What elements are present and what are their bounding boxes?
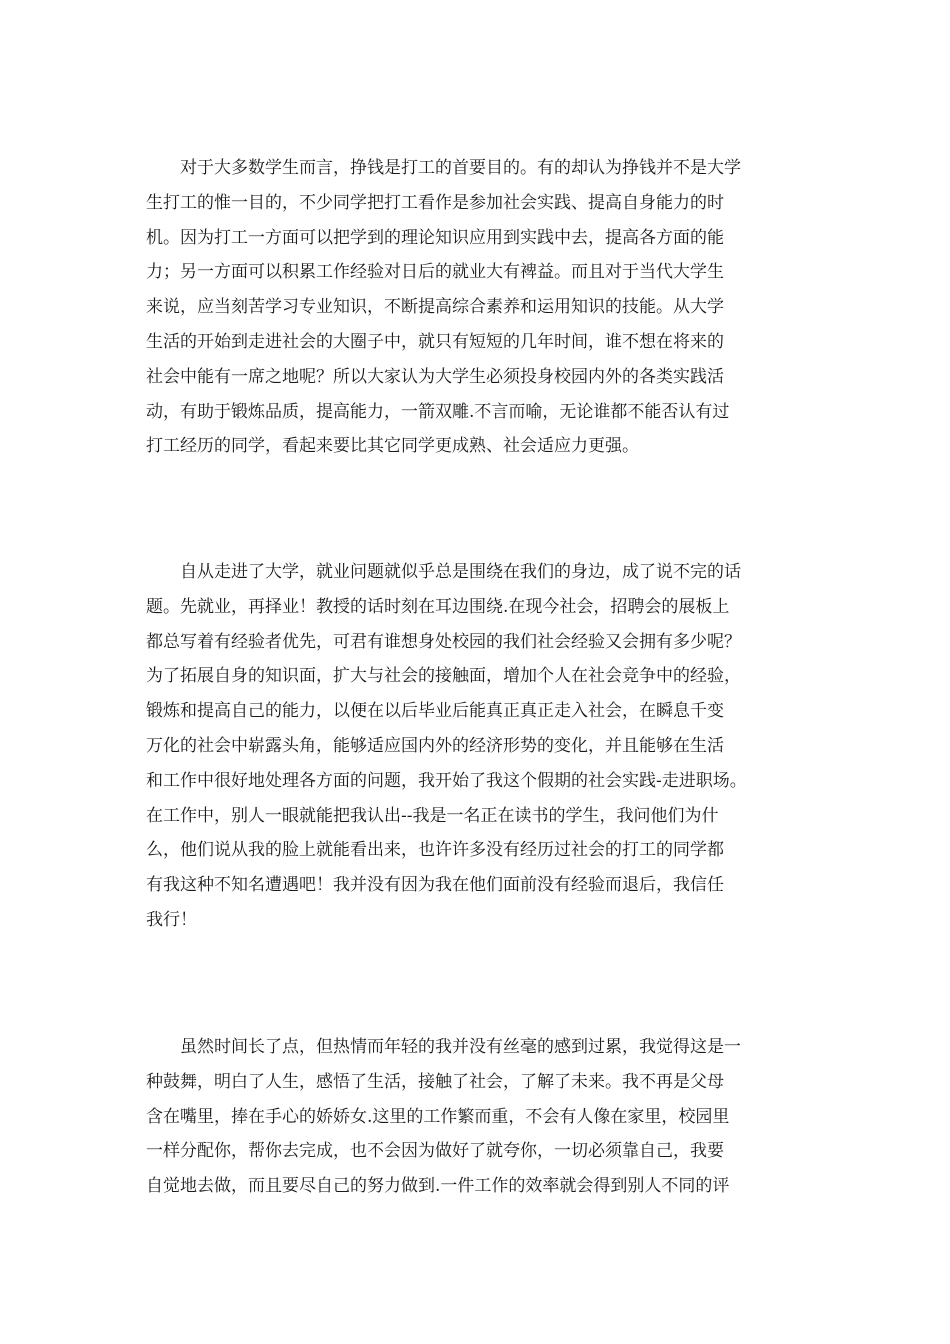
- paragraph-line: 锻炼和提高自己的能力，以便在以后毕业后能真正真正走入社会，在瞬息千变: [146, 701, 724, 722]
- paragraph-line: 万化的社会中崭露头角，能够适应国内外的经济形势的变化，并且能够在生活: [146, 735, 724, 756]
- paragraph-line: 一样分配你，帮你去完成，也不会因为做好了就夸你，一切必须靠自己，我要: [146, 1141, 724, 1162]
- paragraph-line: 自从走进了大学，就业问题就似乎总是围绕在我们的身边，成了说不完的话: [180, 562, 741, 582]
- paragraph-line: 自觉地去做，而且要尽自己的努力做到.一件工作的效率就会得到别人不同的评: [146, 1176, 730, 1197]
- paragraph-line: 种鼓舞，明白了人生，感悟了生活，接触了社会，了解了未来。我不再是父母: [146, 1071, 724, 1092]
- paragraph-line: 生打工的惟一目的，不少同学把打工看作是参加社会实践、提高自身能力的时: [146, 192, 724, 213]
- paragraph-line: 含在嘴里，捧在手心的娇娇女.这里的工作繁而重，不会有人像在家里，校园里: [146, 1106, 730, 1127]
- paragraph-line: 在工作中，别人一眼就能把我认出--我是一名正在读书的学生，我问他们为什: [146, 805, 719, 826]
- paragraph-line: 机。因为打工一方面可以把学到的理论知识应用到实践中去，提高各方面的能: [146, 227, 724, 248]
- paragraph-line: 有我这种不知名遭遇吧！我并没有因为我在他们面前没有经验而退后，我信任: [146, 875, 724, 896]
- paragraph-line: 我行！: [146, 909, 197, 930]
- paragraph-line: 动，有助于锻炼品质，提高能力，一箭双雕.不言而喻，无论谁都不能否认有过: [146, 401, 730, 422]
- paragraph-line: 力；另一方面可以积累工作经验对日后的就业大有裨益。而且对于当代大学生: [146, 262, 724, 283]
- paragraph-line: 生活的开始到走进社会的大圈子中，就只有短短的几年时间，谁不想在将来的: [146, 331, 724, 352]
- paragraph-line: 么，他们说从我的脸上就能看出来，也许许多没有经历过社会的打工的同学都: [146, 840, 724, 861]
- paragraph-line: 来说，应当刻苦学习专业知识，不断提高综合素养和运用知识的技能。从大学: [146, 297, 724, 318]
- paragraph-1: [146, 151, 814, 464]
- paragraph-line: 和工作中很好地处理各方面的问题，我开始了我这个假期的社会实践-走进职场。: [146, 770, 747, 791]
- paragraph-line: 社会中能有一席之地呢？所以大家认为大学生必须投身校园内外的各类实践活: [146, 366, 724, 387]
- paragraph-line: 为了拓展自身的知识面，扩大与社会的接触面，增加个人在社会竞争中的经验，: [146, 666, 741, 687]
- paragraph-line: 都总写着有经验者优先，可君有谁想身处校园的我们社会经验又会拥有多少呢？: [146, 631, 741, 652]
- paragraph-3: [146, 1030, 814, 1204]
- paragraph-line: 对于大多数学生而言，挣钱是打工的首要目的。有的却认为挣钱并不是大学: [180, 158, 741, 178]
- paragraph-line: 题。先就业，再择业！教授的话时刻在耳边围绕.在现今社会，招聘会的展板上: [146, 596, 730, 617]
- paragraph-line: 虽然时间长了点，但热情而年轻的我并没有丝毫的感到过累，我觉得这是一: [180, 1037, 741, 1057]
- paragraph-line: 打工经历的同学，看起来要比其它同学更成熟、社会适应力更强。: [146, 436, 639, 457]
- paragraph-2: [146, 555, 814, 938]
